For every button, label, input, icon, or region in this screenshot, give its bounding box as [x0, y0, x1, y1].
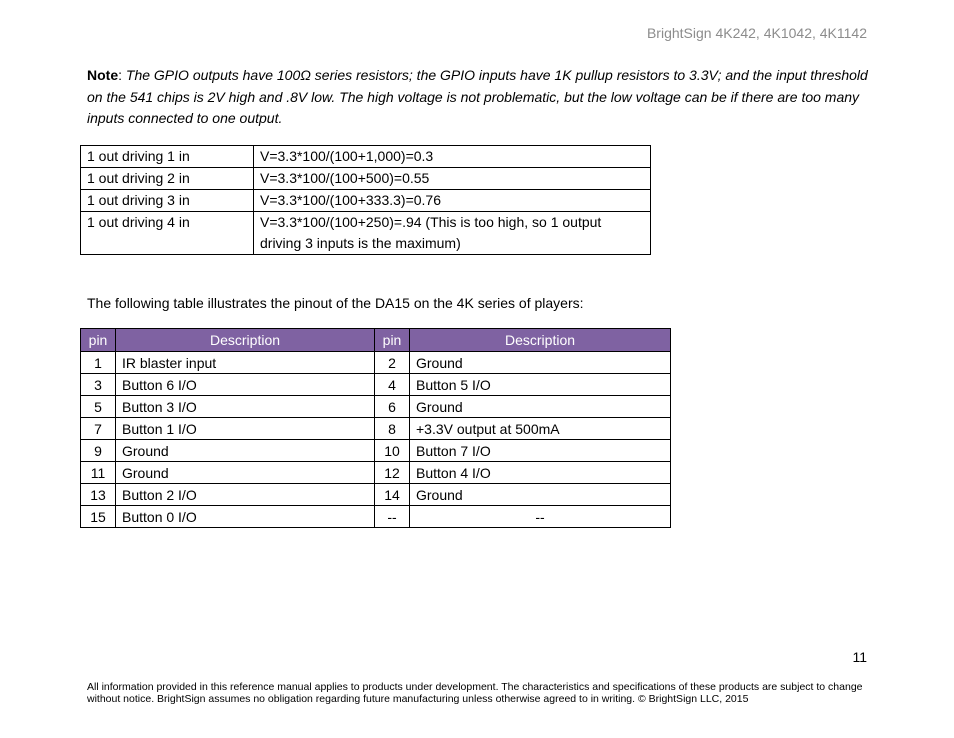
pin-number: 8	[375, 418, 410, 440]
document-header: BrightSign 4K242, 4K1042, 4K1142	[646, 25, 867, 41]
formula-cell: V=3.3*100/(100+500)=0.55	[254, 168, 651, 190]
table-header-row	[81, 329, 671, 352]
config-cell: 1 out driving 4 in	[81, 212, 254, 255]
table-row	[81, 440, 671, 462]
pin-description: IR blaster input	[116, 352, 375, 374]
pin-number: 13	[81, 484, 116, 506]
pin-description: Ground	[410, 352, 671, 374]
pin-description: Button 4 I/O	[410, 462, 671, 484]
table-row	[81, 374, 671, 396]
da15-pinout-table	[80, 328, 671, 528]
formula-cell: V=3.3*100/(100+1,000)=0.3	[254, 146, 651, 168]
formula-cell: V=3.3*100/(100+333.3)=0.76	[254, 190, 651, 212]
note-paragraph	[87, 65, 877, 130]
note-label: Note	[87, 67, 119, 83]
pin-number: 2	[375, 352, 410, 374]
config-cell: 1 out driving 2 in	[81, 168, 254, 190]
pin-number: --	[375, 506, 410, 528]
header-description: Description	[410, 329, 671, 352]
header-description: Description	[116, 329, 375, 352]
pin-description: Ground	[410, 484, 671, 506]
table-row	[81, 418, 671, 440]
table-row	[81, 396, 671, 418]
table-row	[81, 168, 651, 190]
pin-number: 4	[375, 374, 410, 396]
header-pin: pin	[375, 329, 410, 352]
formula-cell: V=3.3*100/(100+250)=.94 (This is too high, so 1 output driving 3 inputs is the maximum)	[254, 212, 651, 255]
pin-description: +3.3V output at 500mA	[410, 418, 671, 440]
pin-number: 10	[375, 440, 410, 462]
table-row	[81, 484, 671, 506]
pin-number: 7	[81, 418, 116, 440]
pin-description: Button 0 I/O	[116, 506, 375, 528]
pinout-intro-text: The following table illustrates the pinout of the DA15 on the 4K series of players:	[87, 295, 584, 311]
pin-number: 11	[81, 462, 116, 484]
note-separator: :	[118, 67, 126, 83]
note-text: The GPIO outputs have 100Ω series resistors; the GPIO inputs have 1K pullup resistors to 3.3V; and the input threshold on the 541 chips is 2V high and .8V low. The high voltage is not problematic, but the low voltage can be if there are too many inputs connected to one output.	[87, 67, 868, 126]
pin-description: Ground	[116, 440, 375, 462]
pin-description: Ground	[116, 462, 375, 484]
pin-description: Button 7 I/O	[410, 440, 671, 462]
pin-description: Ground	[410, 396, 671, 418]
pin-number: 3	[81, 374, 116, 396]
table-row	[81, 146, 651, 168]
pin-description: Button 6 I/O	[116, 374, 375, 396]
table-row	[81, 352, 671, 374]
pin-description: Button 3 I/O	[116, 396, 375, 418]
page-number: 11	[852, 649, 867, 665]
pin-number: 9	[81, 440, 116, 462]
pin-description: --	[410, 506, 671, 528]
header-pin: pin	[81, 329, 116, 352]
config-cell: 1 out driving 3 in	[81, 190, 254, 212]
pin-number: 12	[375, 462, 410, 484]
pin-number: 5	[81, 396, 116, 418]
voltage-calc-table	[80, 145, 651, 255]
pin-number: 6	[375, 396, 410, 418]
pin-number: 15	[81, 506, 116, 528]
pin-description: Button 2 I/O	[116, 484, 375, 506]
pin-number: 14	[375, 484, 410, 506]
pin-description: Button 1 I/O	[116, 418, 375, 440]
table-row	[81, 506, 671, 528]
table-row	[81, 462, 671, 484]
table-row	[81, 212, 651, 255]
config-cell: 1 out driving 1 in	[81, 146, 254, 168]
table-row	[81, 190, 651, 212]
footer-disclaimer: All information provided in this reference manual applies to products under development. The characteristics and specifications of these products are subject to change without notice. BrightSign assumes no obligation regarding future manufacturing unless otherwise agreed to in writing. © BrightSign LLC, 2015	[87, 681, 863, 705]
pin-number: 1	[81, 352, 116, 374]
pin-description: Button 5 I/O	[410, 374, 671, 396]
